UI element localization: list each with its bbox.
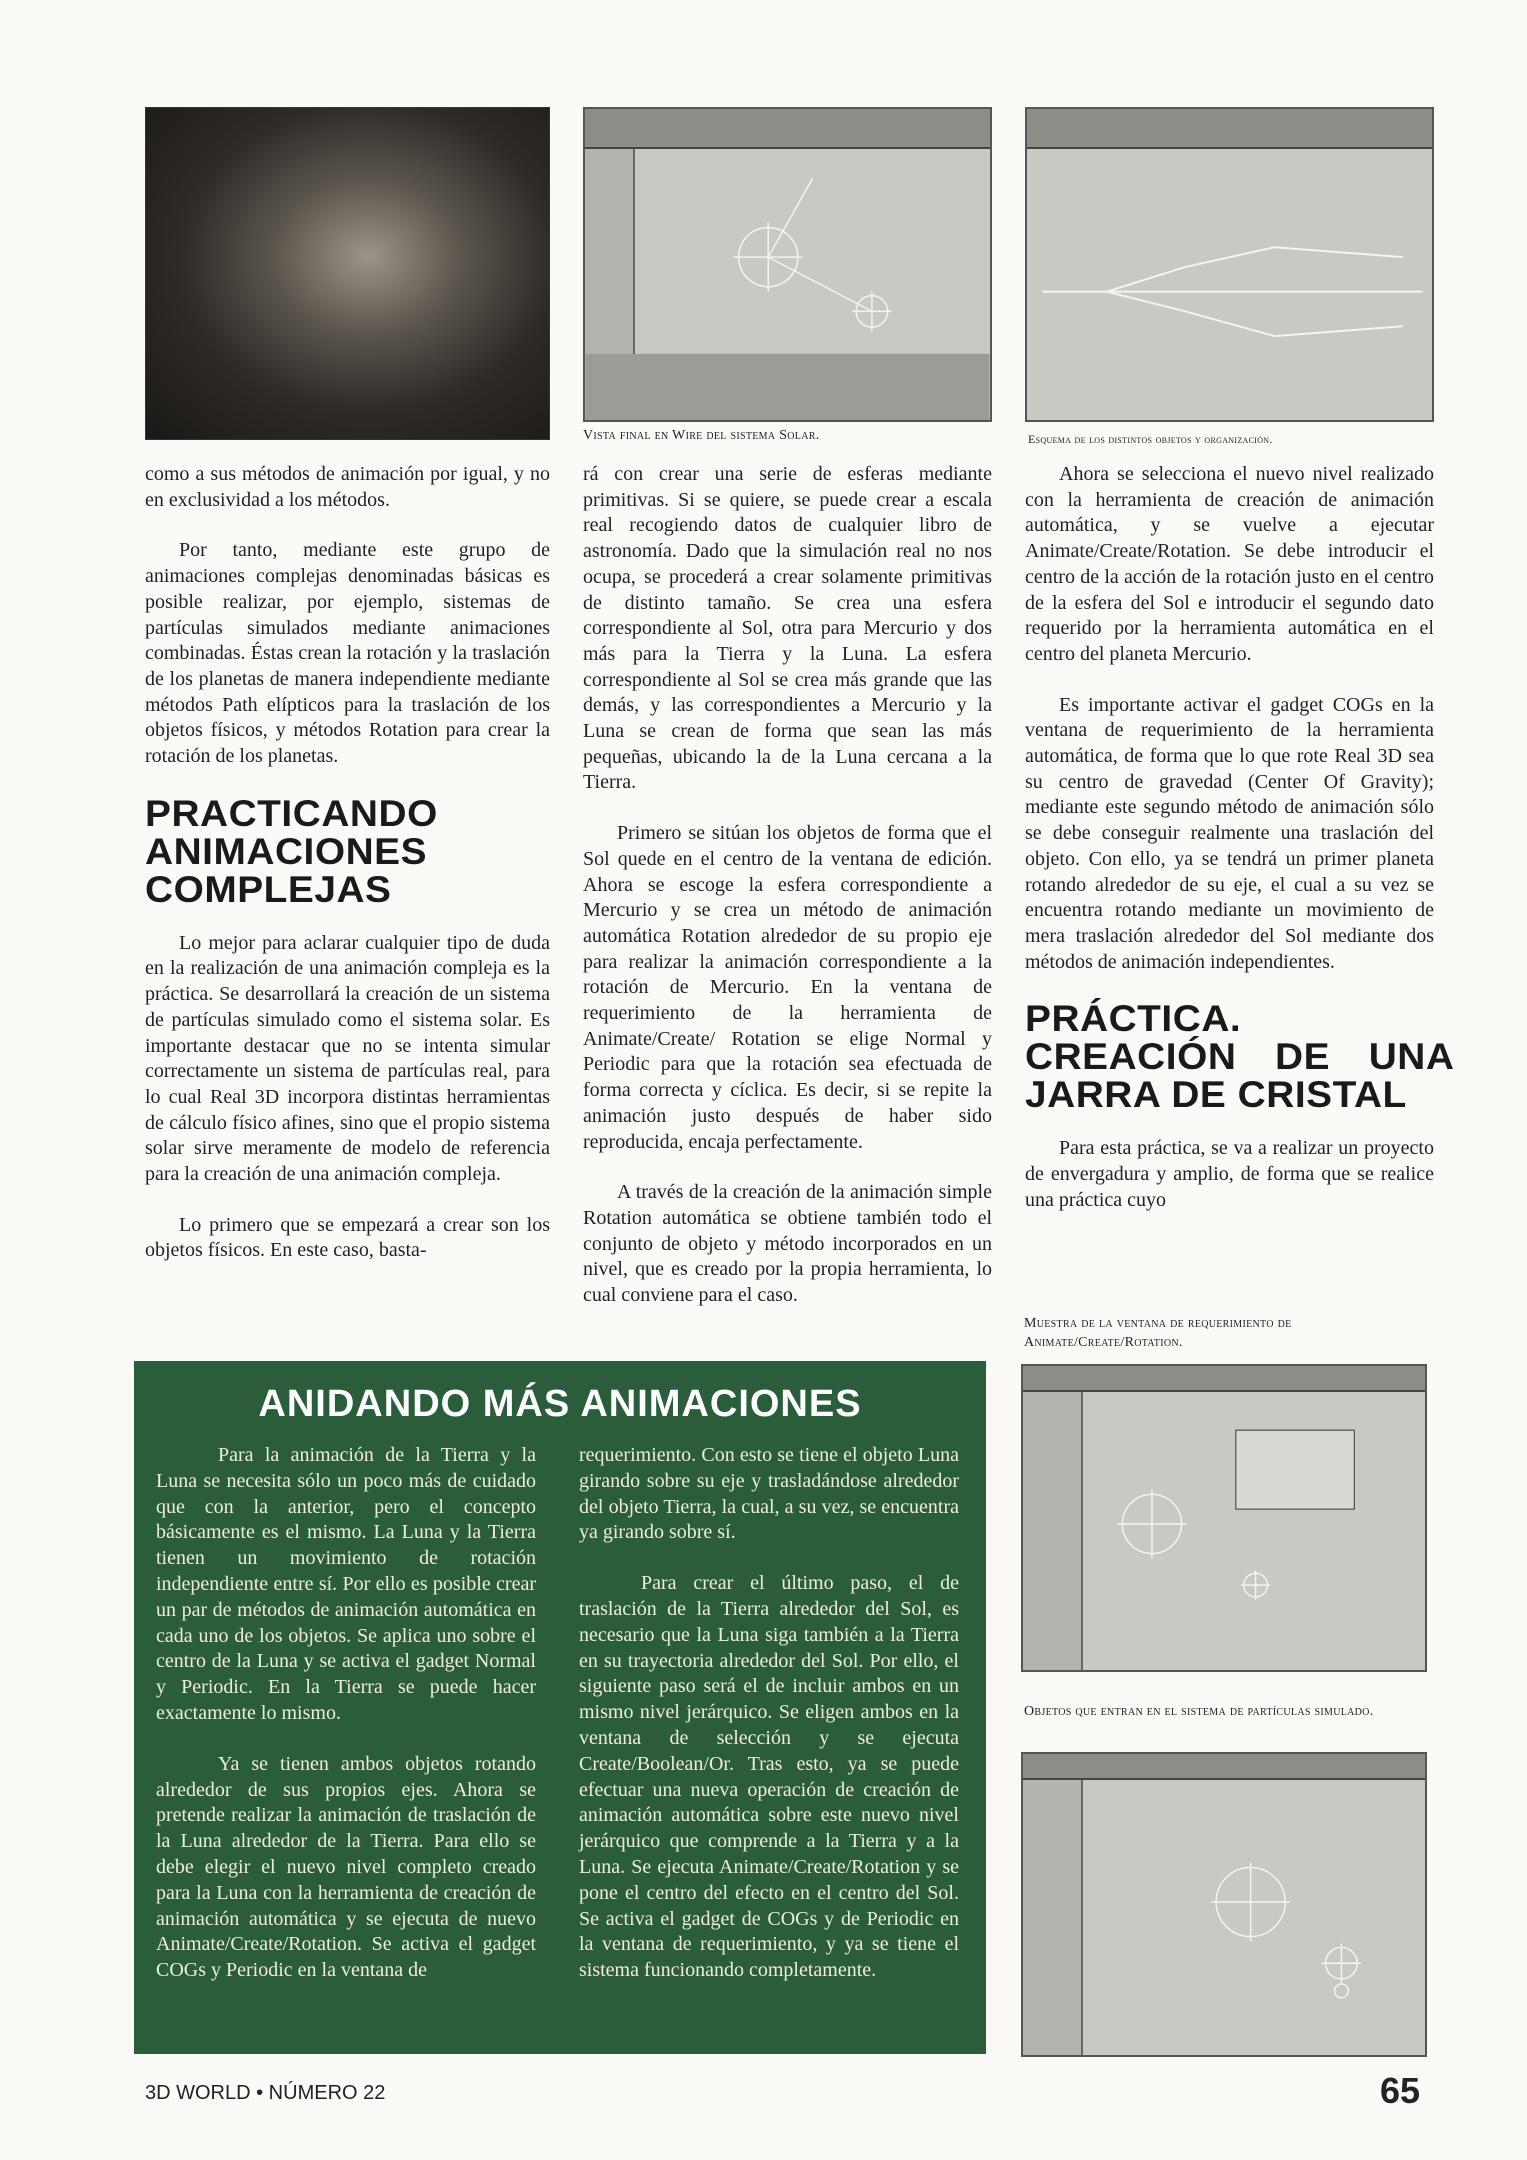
head-render-image — [145, 107, 550, 440]
middle-column — [583, 462, 992, 1334]
figure-caption: Vista final en Wire del sistema Solar. — [583, 428, 820, 443]
paragraph: Lo primero que se empezará a crear son los objetos físicos. En este caso, basta- — [145, 1213, 550, 1262]
figure-caption: Esquema de los distintos objetos y organización. — [1028, 432, 1273, 446]
paragraph: requerimiento. Con esto se tiene el objeto Luna girando sobre su eje y trasladándose alrededor del objeto Tierra, la cual, a su vez, se encuentra ya girando sobre sí. — [579, 1444, 959, 1544]
section-heading: PRACTICANDO ANIMACIONES COMPLEJAS — [145, 792, 438, 910]
left-column — [145, 462, 550, 1289]
magazine-footer: 3D WORLD • NÚMERO 22 — [145, 2082, 386, 2104]
paragraph: Es importante activar el gadget COGs en la ventana de requerimiento de la herramienta automática, de forma que lo que rote Real 3D sea su centro de gravedad (Center Of Gravity); mediante este segundo método de animación sólo se debe conseguir realmente una traslación del objeto. Con ello, ya se tendrá un primer planeta rotando alrededor de su eje, el cual a su vez se encuentra rotando mediante un movimiento de mera traslación alrededor del Sol mediante dos métodos de animación independientes. — [1025, 693, 1434, 973]
paragraph: Ya se tienen ambos objetos rotando alrededor de sus propios ejes. Ahora se pretende realizar la animación de traslación de la Luna alrededor de la Tierra. Para ello se debe elegir el nuevo nivel completo creado para la Luna con la herramienta de creación de animación automática y se ejecuta de nuevo Animate/Create/Rotation. Se activa el gadget COGs y Periodic en la ventana de — [156, 1752, 536, 1982]
page-number: 65 — [1380, 2070, 1421, 2111]
paragraph: Lo mejor para aclarar cualquier tipo de duda en la realización de una animación compleja es la práctica. Se desarrollará la creación de un sistema de partículas simulado como el sistema solar. Es importante destacar que no se intenta simular correctamente un sistema de partículas real, para lo cual Real 3D incorpora distintas herramientas de cálculo físico afines, sino que el propio sistema solar sirve meramente de modelo de referencia para la creación de una animación compleja. — [145, 931, 550, 1186]
box-column-1 — [156, 1443, 536, 2009]
paragraph: Para esta práctica, se va a realizar un proyecto de envergadura y amplio, de forma que se realice una práctica cuyo — [1025, 1137, 1434, 1211]
figure-caption: Muestra de la ventana de requerimiento de Animate/Create/Rotation. — [1024, 1316, 1292, 1350]
paragraph: Para la animación de la Tierra y la Luna se necesita sólo un poco más de cuidado que con la anterior, pero el concepto básicamente es el mismo. La Luna y la Tierra tienen un movimiento de rotación independiente entre sí. Por ello es posible crear un par de métodos de animación automática en cada uno de los objetos. Se aplica uno sobre el centro de la Luna y se activa el gadget Normal y Periodic. En la Tierra se puede hacer exactamente lo mismo. — [156, 1444, 536, 1724]
rotation-requester-screenshot — [1021, 1364, 1427, 1672]
section-heading: PRÁCTICA. CREACIÓN DE UNA JARRA DE CRISTAL — [1025, 998, 1455, 1116]
paragraph: rá con crear una serie de esferas mediante primitivas. Si se quiere, se puede crear a escala real recogiendo datos de cualquier libro de astronomía. Dado que la simulación real no nos ocupa, se procederá a crear solamente primitivas de distinto tamaño. Se crea una esfera correspondiente al Sol, otra para Mercurio y dos más para la Tierra y la Luna. La esfera correspondiente al Sol se crea más grande que las demás, y las correspondientes a Mercurio y la Luna se crean de forma que sean las más pequeñas, ubicando la de la Luna cercana a la Tierra. — [583, 463, 992, 794]
paragraph: A través de la creación de la animación simple Rotation automática se obtiene también todo el conjunto de objeto y método incorporados en un nivel, que es creado por la propia herramienta, lo cual conviene para el caso. — [583, 1181, 992, 1307]
paragraph: Para crear el último paso, el de traslación de la Tierra alrededor del Sol, es necesario que la Luna siga también a la Tierra en su trayectoria alrededor del Sol. Por ello, el siguiente paso será el de incluir ambos en un mismo nivel jerárquico. Se eligen ambos en la ventana de selección y se ejecuta Create/Boolean/Or. Tras esto, ya se puede efectuar una nueva operación de creación de animación automática sobre este nuevo nivel jerárquico que comprende a la Tierra y a la Luna. Se ejecuta Animate/Create/Rotation y se pone el centro del efecto en el centro del Sol. Se activa el gadget de COGs y de Periodic en la ventana de requerimiento, y ya se tiene el sistema funcionando completamente. — [579, 1572, 959, 1982]
paragraph: Por tanto, mediante este grupo de animaciones complejas denominadas básicas es posible realizar, por ejemplo, sistemas de partículas simulados mediante animaciones combinadas. Éstas crean la rotación y la traslación de los planetas de manera independiente mediante métodos Path elípticos para la traslación de los objetos físicos, y métodos Rotation para crear la rotación de los planetas. — [145, 539, 550, 768]
hierarchy-screenshot — [1025, 107, 1434, 422]
wireframe-screenshot — [583, 107, 992, 422]
box-title: ANIDANDO MÁS ANIMACIONES — [258, 1383, 862, 1425]
particle-objects-screenshot — [1021, 1752, 1427, 2057]
paragraph: Primero se sitúan los objetos de forma que el Sol quede en el centro de la ventana de edición. Ahora se escoge la esfera correspondiente a Mercurio y se crea un método de animación automática Rotation alrededor de su propio eje para realizar la animación correspondiente a la rotación de Mercurio. En la ventana de requerimiento de la herramienta de Animate/Create/ Rotation se elige Normal y Periodic para que la rotación sea efectuada de forma correcta y cíclica. Es decir, si se repite la animación justo después de haber sido reproducida, encaja perfectamente. — [583, 822, 992, 1153]
sidebar-box — [134, 1361, 986, 2054]
paragraph: como a sus métodos de animación por igual, y no en exclusividad a los métodos. — [145, 463, 550, 511]
paragraph: Ahora se selecciona el nuevo nivel realizado con la herramienta de creación de animación automática, y se vuelve a ejecutar Animate/Create/Rotation. Se debe introducir el centro de la acción de la rotación justo en el centro de la esfera del Sol e introducir el segundo dato requerido por la herramienta automática en el centro del planeta Mercurio. — [1025, 463, 1434, 665]
box-column-2 — [579, 1443, 959, 2009]
right-column — [1025, 462, 1455, 1238]
figure-caption: Objetos que entran en el sistema de partículas simulado. — [1024, 1704, 1374, 1719]
